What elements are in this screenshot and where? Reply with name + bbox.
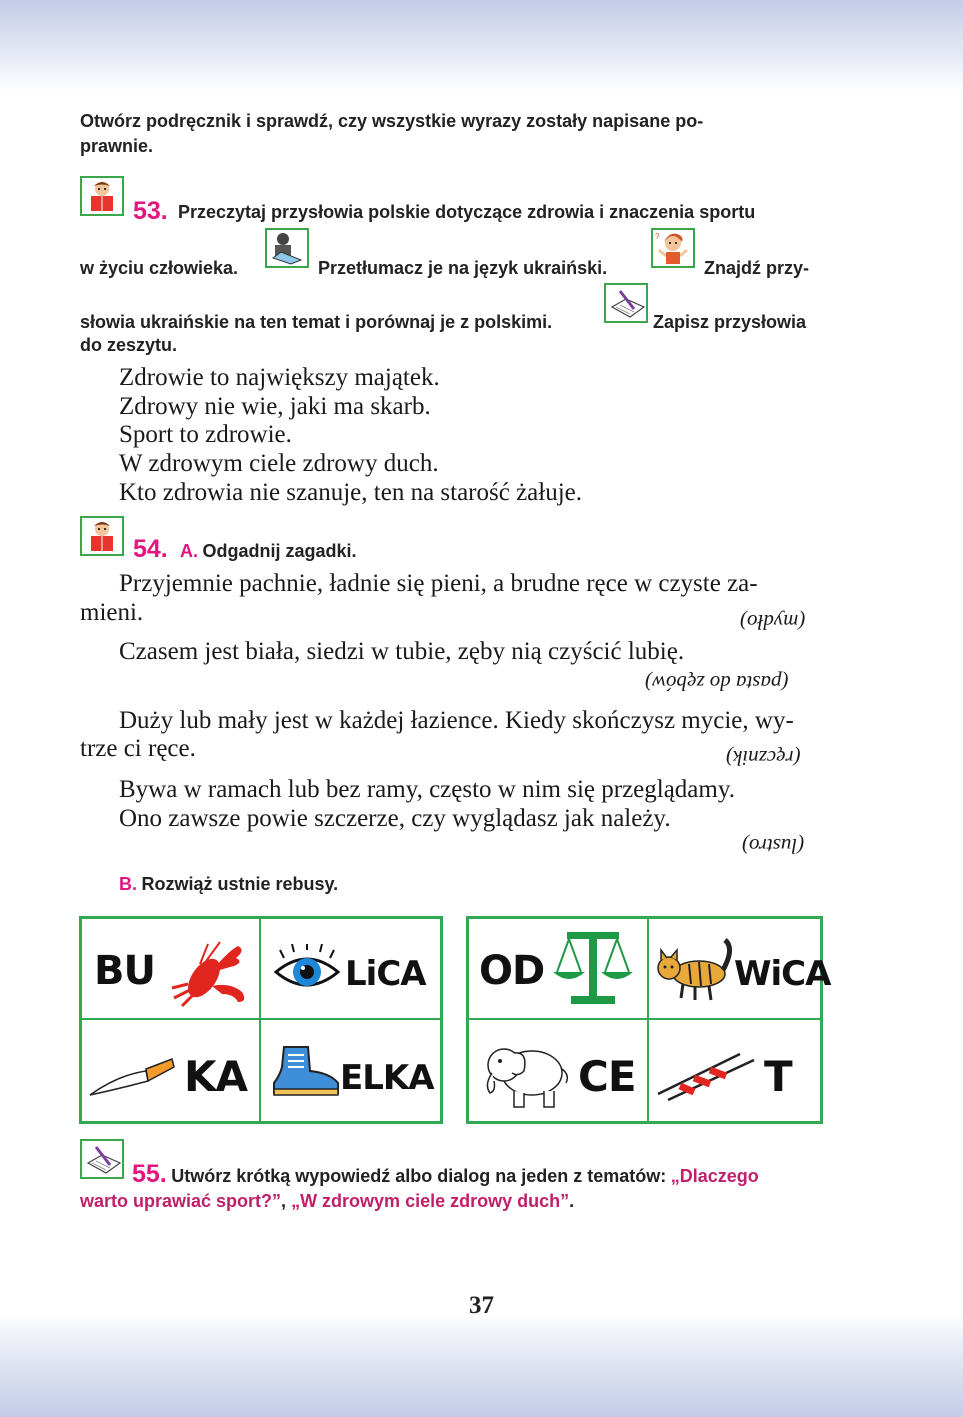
writing-pen-icon	[80, 1139, 124, 1179]
ex55-line-2	[80, 1191, 574, 1212]
riddle-2-answer: (pasta do zębów)	[645, 671, 789, 695]
ex53-line-3a: słowia ukraińskie na ten temat i porównaj je z polskimi.	[80, 312, 553, 332]
proverb-1: Zdrowie to największy majątek.	[119, 364, 440, 391]
svg-text:?: ?	[655, 232, 660, 241]
knife-icon	[88, 1055, 176, 1104]
rebus-word-wica: WiCA	[734, 954, 831, 994]
scales-icon	[549, 932, 637, 1011]
riddle-4-line-2: Ono zawsze powie szczerze, czy wyglądasz jak należy.	[119, 805, 671, 832]
ex53-line-3b: Zapisz przysłowia	[653, 312, 807, 332]
rebus-word-lica: LiCA	[345, 954, 426, 994]
exercise-53-number: 53.	[133, 197, 168, 225]
elephant-icon	[474, 1035, 574, 1118]
intro-line-1: Otwórz podręcznik i sprawdź, czy wszystkie wyrazy zostały napisane po-	[80, 111, 704, 131]
intro-line-2: prawnie.	[80, 136, 154, 156]
rebus-word-elka: ELKA	[340, 1058, 434, 1098]
thinking-girl-icon	[651, 228, 695, 268]
proverb-4: W zdrowym ciele zdrowy duch.	[119, 450, 439, 477]
lobster-icon	[164, 936, 252, 1015]
riddle-3-answer: (ręcznik)	[726, 746, 801, 770]
ex54-part-a: A. Odgadnij zagadki.	[180, 541, 357, 561]
proverb-5: Kto zdrowia nie szanuje, ten na starość żałuje.	[119, 479, 583, 506]
rebus-divider	[259, 916, 261, 1124]
writing-pen-icon	[604, 283, 648, 323]
ex53-line-2b: Przetłumacz je na język ukraiński.	[318, 258, 608, 278]
riddle-1-line-2: mieni.	[80, 599, 144, 626]
eye-icon	[272, 944, 342, 1005]
ex55-line-1	[132, 1160, 759, 1189]
rebus-divider	[466, 1018, 823, 1020]
cat-icon	[655, 938, 735, 1007]
boot-icon	[270, 1045, 342, 1102]
ex55-separator: ,	[281, 1191, 292, 1211]
riddle-4-answer: (lustro)	[742, 834, 805, 858]
rebus-divider	[79, 1018, 443, 1020]
ex53-line-4: do zeszytu.	[80, 335, 178, 355]
exercise-55-number: 55.	[132, 1160, 167, 1188]
rebus-word-od: OD	[479, 948, 545, 994]
riddle-1-line-1: Przyjemnie pachnie, ładnie się pieni, a brudne ręce w czyste za-	[119, 570, 758, 597]
rebus-word-t: T	[764, 1052, 792, 1101]
proverb-2: Zdrowy nie wie, jaki ma skarb.	[119, 393, 431, 420]
ex55-end: .	[569, 1191, 575, 1211]
ex55-topic-1: „Dlaczego	[670, 1166, 759, 1186]
ex53-line-1: Przeczytaj przysłowia polskie dotyczące zdrowia i znaczenia sportu	[178, 202, 756, 222]
reading-boy-icon	[80, 516, 124, 556]
reading-boy-icon	[80, 176, 124, 216]
translator-icon	[265, 228, 309, 268]
rebus-word-ce: CE	[578, 1052, 636, 1101]
stretcher-icon	[654, 1050, 758, 1107]
riddle-4-line-1: Bywa w ramach lub bez ramy, często w nim się przeglądamy.	[119, 776, 735, 803]
ex53-line-2c: Znajdź przy-	[704, 258, 810, 278]
proverb-3: Sport to zdrowie.	[119, 421, 292, 448]
page-number: 37	[469, 1292, 494, 1319]
bottom-band	[0, 1312, 963, 1417]
ex55-text: Utwórz krótką wypowiedź albo dialog na jeden z tematów:	[171, 1166, 667, 1186]
riddle-3-line-2: trze ci ręce.	[80, 735, 196, 762]
rebus-divider	[647, 916, 649, 1124]
riddle-3-line-1: Duży lub mały jest w każdej łazience. Kiedy skończysz mycie, wy-	[119, 707, 794, 734]
ex53-line-2a: w życiu człowieka.	[80, 258, 239, 278]
ex54-part-b: B. Rozwiąż ustnie rebusy.	[119, 874, 339, 894]
ex55-topic-2: „W zdrowym ciele zdrowy duch”	[291, 1191, 570, 1211]
rebus-word-ka: KA	[184, 1052, 248, 1101]
top-band	[0, 0, 963, 92]
exercise-54-number: 54.	[133, 535, 168, 563]
riddle-2-line-1: Czasem jest biała, siedzi w tubie, zęby nią czyścić lubię.	[119, 638, 685, 665]
ex55-topic-1b: warto uprawiać sport?”	[80, 1191, 282, 1211]
rebus-word-bu: BU	[94, 948, 155, 994]
riddle-1-answer: (mydło)	[740, 610, 806, 634]
